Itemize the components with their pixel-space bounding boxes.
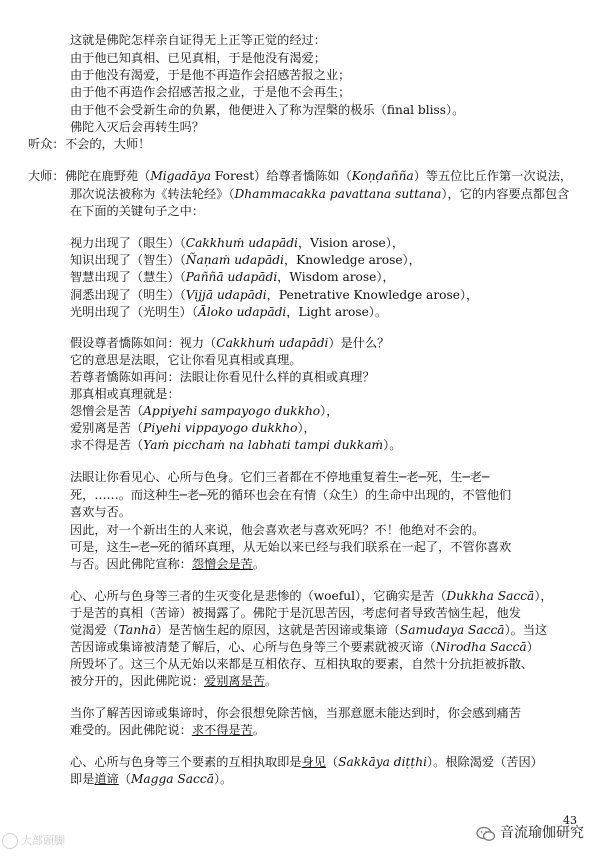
- page-number: 43: [563, 814, 577, 827]
- text-line: 由于他没有渴爱，于是他不再造作会招感苦报之业；: [70, 68, 351, 82]
- underlined-term: 怨憎会是苦: [191, 557, 253, 571]
- text-line: 当你了解苦因谛或集谛时，你会很想免除苦恼，当那意愿未能达到时，你会感到痛苦: [70, 706, 521, 720]
- text-line: 它的意思是法眼，它让你看见真相或真理。: [70, 353, 302, 367]
- text-line: 光明出现了（光明生）（Āloko udapādi，Light arose）。: [70, 305, 388, 319]
- text-line: 心、心所与色身等三者的生灭变化是悲惨的（woeful），它确实是苦（Dukkha Saccā），: [70, 589, 553, 603]
- text-line: 喜欢与否。: [70, 505, 131, 519]
- text-line: 不会的，大师！: [65, 137, 151, 151]
- text-line: 苦因谛或集谛被清楚了解后，心、心所与色身等三个要素就被灭谛（Nirodha Saccā）: [70, 640, 539, 654]
- text-line: 觉渴爱（Tanhā）是苦恼生起的原因，这就是苦因谛或集谛（Samudaya Saccā）。当这: [70, 623, 548, 637]
- text-line: 由于他不会受新生命的负累，他便进入了称为涅槃的极乐（final bliss）。: [70, 103, 465, 117]
- text-line: 与否。因此佛陀宣称：怨憎会是苦。: [70, 557, 265, 571]
- speaker-label: 听众：: [28, 137, 65, 151]
- text-line: 可是，这生─老─死的循环真理，从无始以来已经与我们联系在一起了，不管你喜欢: [70, 540, 512, 554]
- wechat-icon: [476, 826, 496, 842]
- watermark-logo-icon: [2, 833, 18, 849]
- text-line: 那真相或真理就是：: [70, 387, 180, 401]
- text-line: 智慧出现了（慧生）（Paññā udapādi，Wisdom arose），: [70, 270, 395, 284]
- watermark-right-text: 音流瑜伽研究: [500, 825, 584, 841]
- text-line: 佛陀入灭后会再转生吗？: [70, 120, 205, 134]
- text-line: 那次说法被称为《转法轮经》（Dhammacakka pavattana suttana），它的内容要点都包含: [70, 187, 570, 201]
- text-line: 知识出现了（智生）（Ñaṇaṁ udapādi，Knowledge arose），: [70, 253, 421, 267]
- text-line: 所毁坏了。这三个从无始以来都是互相依存、互相执取的要素，自然十分抗拒被拆散、: [70, 657, 534, 671]
- text-line: 即是道谛（Magga Saccā）。: [70, 772, 233, 786]
- text-line: 这就是佛陀怎样亲自证得无上正等正觉的经过：: [70, 33, 326, 47]
- text-line: 被分开的，因此佛陀说：爱别离是苦。: [70, 674, 278, 688]
- underlined-term: 爱别离是苦: [204, 674, 265, 688]
- text-line: 佛陀在鹿野苑（Migadāya Forest）给尊者憍陈如（Koṇḍañña）等五位比丘作第一次说法，: [65, 169, 573, 183]
- watermark-right: [476, 825, 584, 842]
- watermark-left-text: 大部頭脚: [21, 834, 65, 847]
- text-line: 洞悉出现了（明生）（Vijjā udapādi，Penetrative Knowledge arose），: [70, 288, 479, 302]
- text-line: 心、心所与色身等三个要素的互相执取即是身见（Sakkāya diṭṭhi）。根除渴爱（苦因）: [70, 755, 543, 769]
- text-line: 求不得是苦（Yaṁ picchaṁ na labhati tampi dukkaṁ）。: [70, 438, 402, 452]
- text-line: 在下面的关键句子之中：: [70, 204, 205, 218]
- text-line: 假设尊者憍陈如问：视力（Cakkhuṁ udapādi）是什么？: [70, 336, 390, 350]
- text-line: 怨憎会是苦（Appiyehi sampayogo dukkho），: [70, 404, 339, 418]
- underlined-term: 求不得是苦: [191, 723, 253, 737]
- underlined-term: 道谛: [94, 772, 119, 786]
- text-line: 于是苦的真相（苦谛）被揭露了。佛陀于是沉思苦因，考虑何者导致苦恼生起，他发: [70, 606, 521, 620]
- watermark-left: [2, 832, 65, 849]
- speaker-label: 大师：: [28, 169, 65, 183]
- text-line: 法眼让你看见心、心所与色身。它们三者都在不停地重复着生─老─死，生─老─: [70, 470, 490, 484]
- text-line: 由于他已知真相、已见真相，于是他没有渴爱；: [70, 51, 326, 65]
- text-line: 视力出现了（眼生）（Cakkhuṁ udapādi，Vision arose），: [70, 236, 405, 250]
- text-line: 由于他不再造作会招感苦报之业，于是他不会再生；: [70, 85, 351, 99]
- underlined-term: 身见: [301, 755, 326, 769]
- text-line: 爱别离是苦（Piyehi vippayogo dukkho），: [70, 421, 316, 435]
- text-line: 死，……。而这种生─老─死的循环也会在有情（众生）的生命中出现的，不管他们: [70, 488, 512, 502]
- text-line: 因此，对一个新出生的人来说，他会喜欢老与喜欢死吗？不！他绝对不会的。: [70, 523, 485, 537]
- text-line: 难受的。因此佛陀说：求不得是苦。: [70, 723, 265, 737]
- text-line: 若尊者憍陈如再问：法眼让你看见什么样的真相或真理？: [70, 370, 375, 384]
